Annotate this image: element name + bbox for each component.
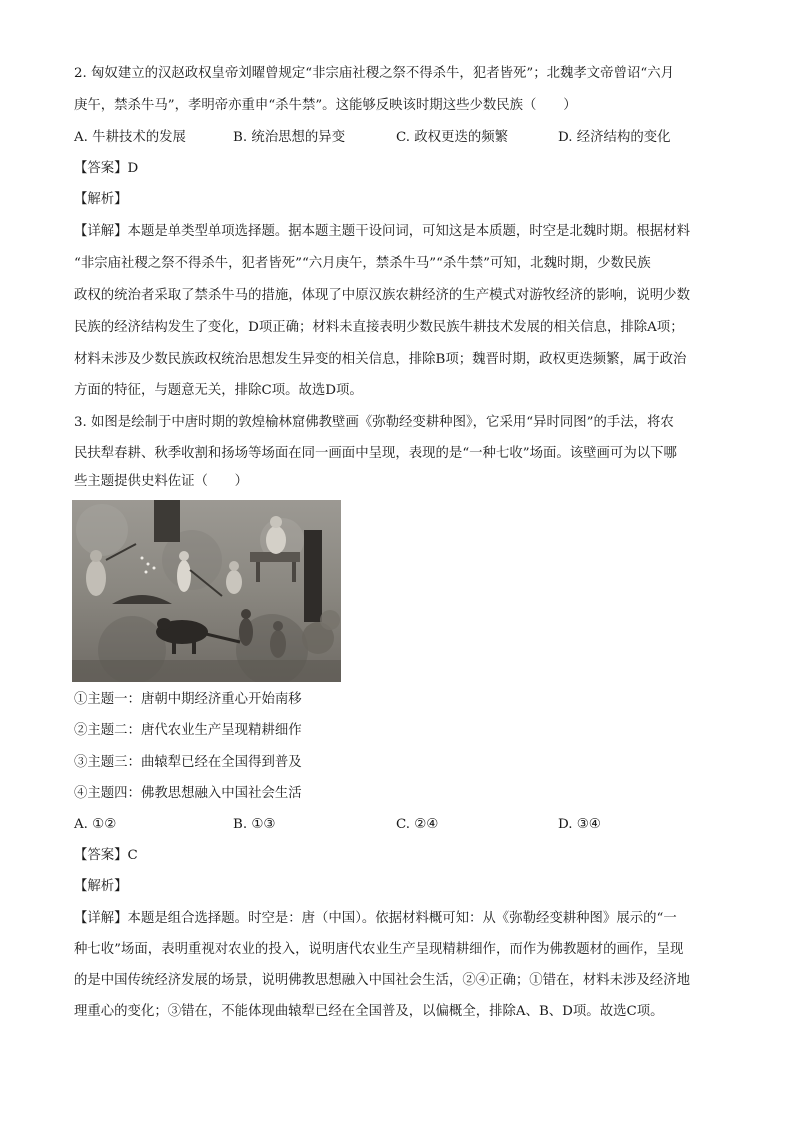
q3-stem-line: 些主题提供史料佐证（ ）: [74, 474, 249, 489]
q3-detail-line: 的是中国传统经济发展的场景，说明佛教思想融入中国社会生活，②④正确；①错在，材料未涉及经济地: [74, 973, 690, 988]
q2-detail-line: 【详解】本题是单类型单项选择题。据本题主题干设问词，可知这是本质题，时空是北魏时期。根据材料: [74, 224, 690, 239]
q3-option-c: C. ②④: [396, 817, 439, 832]
q2-detail-line: 政权的统治者采取了禁杀牛马的措施，体现了中原汉族农耕经济的生产模式对游牧经济的影响，说明少数: [74, 288, 690, 303]
q3-detail-line: 【详解】本题是组合选择题。时空是：唐（中国）。依据材料概可知：从《弥勒经变耕种图》展示的“一: [74, 911, 677, 926]
q3-detail-line: 理重心的变化；③错在，不能体现曲辕犁已经在全国普及，以偏概全，排除A、B、D项。故选C项。: [74, 1004, 664, 1019]
q2-option-c: C. 政权更迭的频繁: [396, 130, 509, 145]
q3-theme-item: ①主题一：唐朝中期经济重心开始南移: [74, 692, 302, 707]
q3-detail-line: 种七收”场面，表明重视对农业的投入，说明唐代农业生产呈现精耕细作，而作为佛教题材的画作，呈现: [74, 942, 684, 957]
q3-stem-line: 民扶犁春耕、秋季收割和扬场等场面在同一画面中呈现，表现的是“一种七收”场面。该壁画可为以下哪: [74, 446, 677, 461]
q3-option-d: D. ③④: [558, 817, 601, 832]
q3-analysis-label: 【解析】: [74, 879, 128, 894]
q2-detail-line: 方面的特征，与题意无关，排除C项。故选D项。: [74, 383, 363, 398]
q3-theme-item: ④主题四：佛教思想融入中国社会生活: [74, 786, 302, 801]
q2-analysis-label: 【解析】: [74, 192, 128, 207]
q3-option-a: A. ①②: [74, 817, 117, 832]
q2-detail-line: “非宗庙社稷之祭不得杀牛，犯者皆死”“六月庚午，禁杀牛马”“杀牛禁”可知，北魏时期，少数民族: [74, 256, 651, 271]
q2-stem-line2: 庚午，禁杀牛马”，孝明帝亦重申“杀牛禁”。这能够反映该时期这些少数民族（ ）: [74, 98, 577, 113]
q2-detail-line: 民族的经济结构发生了变化，D项正确；材料未直接表明少数民族牛耕技术发展的相关信息，排除A项；: [74, 320, 684, 335]
q2-stem-line1: 2. 匈奴建立的汉赵政权皇帝刘曜曾规定“非宗庙社稷之祭不得杀牛，犯者皆死”；北魏孝文帝曾诏“六月: [74, 66, 674, 81]
q3-theme-item: ③主题三：曲辕犁已经在全国得到普及: [74, 755, 302, 770]
q2-option-a: A. 牛耕技术的发展: [74, 130, 186, 145]
q3-answer: 【答案】C: [74, 848, 138, 863]
q2-answer: 【答案】D: [74, 161, 139, 176]
q2-option-b: B. 统治思想的异变: [233, 130, 346, 145]
q2-option-d: D. 经济结构的变化: [558, 130, 671, 145]
q3-stem-line: 3. 如图是绘制于中唐时期的敦煌榆林窟佛教壁画《弥勒经变耕种图》，它采用“异时同图”的手法，将农: [74, 415, 674, 430]
q2-detail-line: 材料未涉及少数民族政权统治思想发生异变的相关信息，排除B项；魏晋时期，政权更迭频繁，属于政治: [74, 352, 687, 367]
mural-image: [72, 500, 341, 682]
q3-option-b: B. ①③: [233, 817, 276, 832]
q3-theme-item: ②主题二：唐代农业生产呈现精耕细作: [74, 723, 302, 738]
